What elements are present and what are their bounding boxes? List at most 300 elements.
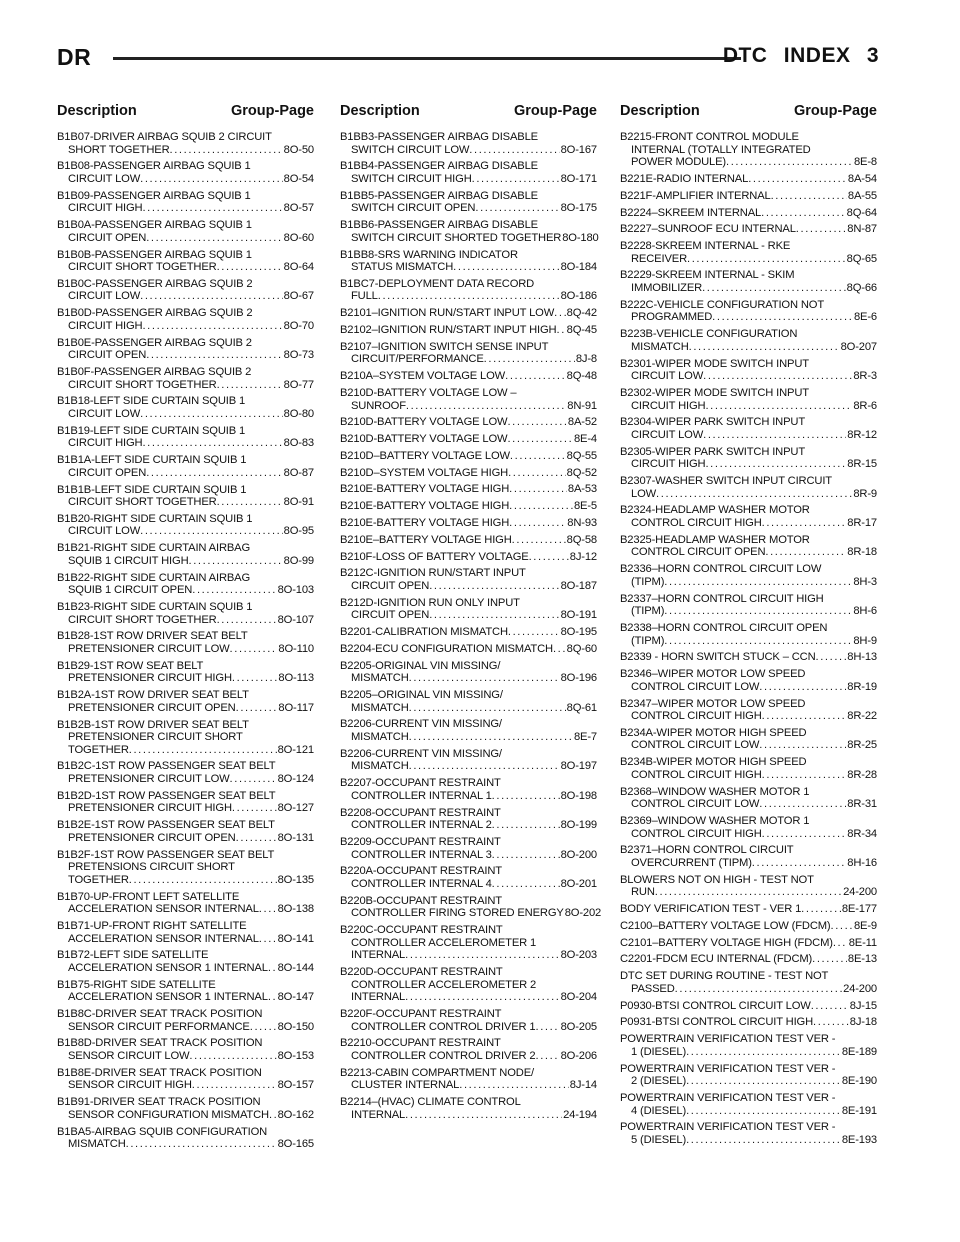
dot-leader	[686, 1105, 841, 1118]
group-page-ref: 8O-67	[283, 290, 314, 303]
index-entry	[57, 425, 314, 450]
dot-leader	[507, 433, 573, 446]
index-entry	[57, 660, 314, 685]
index-entry	[620, 1016, 877, 1029]
group-page-ref: 8O-77	[283, 378, 314, 391]
entry-text: INTERNAL	[351, 949, 406, 962]
index-entry	[340, 433, 597, 446]
column-header	[620, 101, 877, 121]
index-entry	[620, 815, 877, 840]
entry-leader-row	[340, 1050, 597, 1063]
index-entry	[620, 786, 877, 811]
entry-leader-row	[57, 408, 314, 421]
dot-leader	[409, 731, 573, 744]
dot-leader	[378, 290, 560, 303]
index-entry	[620, 727, 877, 752]
entry-text: PASSED	[631, 982, 675, 995]
group-page-heading: Group-Page	[231, 103, 314, 119]
group-page-ref: 8E-9	[853, 919, 877, 932]
index-entry	[620, 190, 877, 203]
index-entry	[620, 173, 877, 186]
entry-text: B2206-CURRENT VIN MISSING/	[340, 718, 502, 731]
group-page-ref: 8Q-48	[566, 370, 597, 383]
group-page-ref: 8O-80	[283, 407, 314, 420]
group-page-ref: 8R-3	[853, 370, 877, 383]
group-page-ref: 8R-34	[847, 827, 877, 840]
entry-leader-row	[57, 525, 314, 538]
group-page-ref: 8A-52	[567, 416, 597, 429]
entry-text: PRETENSIONER CIRCUIT HIGH	[68, 802, 232, 815]
section-code: DR	[57, 44, 92, 70]
index-entry	[620, 970, 877, 995]
dot-leader	[405, 1109, 562, 1122]
group-page-ref: 8O-203	[560, 949, 597, 962]
column-header	[340, 101, 597, 121]
entry-text: 1 (DIESEL)	[631, 1045, 687, 1058]
entry-leader-row	[57, 379, 314, 392]
entry-text: B1BA5-AIRBAG SQUIB CONFIGURATION	[57, 1125, 268, 1138]
entry-text: PRETENSIONER CIRCUIT LOW	[68, 642, 230, 655]
entry-text: BLOWERS NOT ON HIGH - TEST NOT	[620, 873, 814, 886]
entry-text: BODY VERIFICATION TEST - VER 1	[620, 903, 802, 916]
entry-leader-row	[57, 643, 314, 656]
dot-leader	[759, 739, 846, 752]
index-entry	[620, 563, 877, 588]
entry-text: CONTROL CIRCUIT HIGH	[631, 517, 762, 530]
entry-text: B1B8E-DRIVER SEAT TRACK POSITION	[57, 1066, 262, 1079]
group-page-ref: 8O-147	[277, 991, 314, 1004]
index-entry	[620, 504, 877, 529]
dot-leader	[492, 849, 560, 862]
group-page-ref: 8R-25	[847, 739, 877, 752]
group-page-ref: 8O-162	[277, 1108, 314, 1121]
entry-leader-row	[57, 555, 314, 568]
entry-text: SWITCH CIRCUIT SHORTED TOGETHER	[351, 231, 562, 244]
dot-leader	[556, 324, 565, 337]
entry-text: B210D–BATTERY VOLTAGE LOW	[340, 449, 510, 462]
entry-leader-row	[340, 1021, 597, 1034]
index-entry	[620, 668, 877, 693]
entry-text: ACCELERATION SENSOR INTERNAL	[68, 903, 259, 916]
dot-leader	[406, 400, 566, 413]
entry-text: B210D–SYSTEM VOLTAGE HIGH	[340, 466, 509, 479]
entry-leader-row	[620, 903, 877, 916]
group-page-ref: 8A-54	[847, 172, 877, 185]
group-page-ref: 8R-31	[847, 798, 877, 811]
entry-text: B210D-BATTERY VOLTAGE LOW –	[340, 386, 517, 399]
dot-leader	[705, 400, 852, 413]
entry-text: B1B19-LEFT SIDE CURTAIN SQUIB 1	[57, 424, 246, 437]
index-entry	[340, 836, 597, 861]
entry-text: CONTROLLER INTERNAL 2	[351, 819, 492, 832]
entry-leader-row	[620, 207, 877, 220]
entry-text: FULL	[351, 290, 378, 303]
dot-leader	[142, 202, 282, 215]
entry-text: MISMATCH	[351, 760, 409, 773]
index-entry	[340, 467, 597, 480]
index-entry	[340, 865, 597, 890]
dot-leader	[509, 483, 567, 496]
entry-text: CIRCUIT LOW	[68, 172, 141, 185]
index-entry	[57, 760, 314, 785]
index-entry	[620, 1063, 877, 1088]
index-entry	[57, 219, 314, 244]
index-entry	[620, 131, 877, 169]
group-page-ref: 8O-198	[560, 789, 597, 802]
index-entry	[340, 534, 597, 547]
group-page-ref: 8O-99	[283, 554, 314, 567]
entry-leader-row	[620, 1016, 877, 1029]
dot-leader	[762, 710, 847, 723]
group-page-ref: 8E-190	[841, 1075, 877, 1088]
index-entry	[57, 307, 314, 332]
entry-text: B2301-WIPER MODE SWITCH INPUT	[620, 357, 809, 370]
group-page-ref: 8R-17	[847, 517, 877, 530]
entry-text: PRETENSIONER CIRCUIT SHORT	[68, 731, 243, 744]
dot-leader	[232, 672, 278, 685]
group-page-ref: 8Q-52	[566, 466, 597, 479]
entry-text: B1B70-UP-FRONT LEFT SATELLITE	[57, 890, 240, 903]
entry-text: B2339 - HORN SWITCH STUCK – CCN	[620, 651, 816, 664]
entry-leader-row	[620, 517, 877, 530]
entry-leader-row	[57, 173, 314, 186]
dot-leader	[762, 828, 847, 841]
group-page-ref: 8E-13	[847, 953, 877, 966]
dot-leader	[762, 517, 847, 530]
entry-leader-row	[340, 760, 597, 773]
entry-text: B2102–IGNITION RUN/START INPUT HIGH	[340, 324, 557, 337]
group-page-ref: 8O-205	[560, 1020, 597, 1033]
group-page-ref: 8O-199	[560, 819, 597, 832]
dot-leader	[509, 500, 573, 513]
index-entry	[620, 937, 877, 950]
group-page-ref: 8Q-66	[846, 282, 877, 295]
entry-text: B1B23-RIGHT SIDE CURTAIN SQUIB 1	[57, 601, 253, 613]
description-heading: Description	[620, 103, 700, 119]
entry-text: B1B72-LEFT SIDE SATELLITE	[57, 949, 209, 962]
dot-leader	[796, 223, 846, 236]
entry-text: B2208-OCCUPANT RESTRAINT	[340, 806, 501, 819]
dot-leader	[232, 802, 277, 815]
entry-leader-row	[340, 144, 597, 157]
entry-text: (TIPM)	[631, 634, 665, 647]
entry-leader-row	[340, 672, 597, 685]
entry-text: MISMATCH	[631, 340, 689, 353]
group-page-ref: 8H-6	[853, 605, 877, 618]
entry-text: B2101–IGNITION RUN/START INPUT LOW	[340, 307, 555, 320]
entry-leader-row	[620, 1105, 877, 1118]
index-entry	[340, 517, 597, 530]
entry-text: P0931-BTSI CONTROL CIRCUIT HIGH	[620, 1016, 814, 1029]
group-page-ref: 8E-4	[573, 433, 597, 446]
group-page-ref: 8Q-64	[846, 206, 877, 219]
index-entry	[340, 219, 597, 244]
dot-leader	[507, 416, 566, 429]
entry-text: 5 (DIESEL)	[631, 1133, 687, 1146]
index-entry	[57, 484, 314, 509]
entry-text: B2107–IGNITION SWITCH SENSE INPUT	[340, 340, 549, 353]
group-page-ref: 8O-157	[277, 1079, 314, 1092]
group-page-ref: 8O-83	[283, 437, 314, 450]
group-page-ref: 8O-187	[560, 579, 597, 592]
entry-leader-row	[620, 576, 877, 589]
entry-leader-row	[340, 500, 597, 513]
dot-leader	[259, 903, 277, 916]
dot-leader	[492, 819, 560, 832]
entry-leader-row	[340, 731, 597, 744]
description-heading: Description	[340, 103, 420, 119]
group-page-ref: 8O-150	[277, 1020, 314, 1033]
page-header	[57, 44, 879, 74]
dot-leader	[146, 467, 282, 480]
entry-text: B210E–BATTERY VOLTAGE HIGH	[340, 533, 512, 546]
entry-text: CIRCUIT HIGH	[68, 437, 143, 450]
entry-text: LOW	[631, 487, 657, 500]
entry-leader-row	[340, 702, 597, 715]
group-page-ref: 8A-53	[567, 483, 597, 496]
entry-text: CIRCUIT LOW	[68, 525, 141, 538]
index-entry	[340, 307, 597, 320]
entry-text: CONTROL CIRCUIT LOW	[631, 798, 760, 811]
entry-text: CONTROLLER CONTROL DRIVER 2	[351, 1049, 536, 1062]
dot-leader	[664, 576, 852, 589]
entry-text: MISMATCH	[351, 701, 409, 714]
entry-text: B2227–SUNROOF ECU INTERNAL	[620, 223, 796, 236]
entry-text: B1BB5-PASSENGER AIRBAG DISABLE	[340, 189, 538, 202]
entry-leader-row	[620, 429, 877, 442]
entry-leader-row	[57, 467, 314, 480]
group-page-ref: 8E-7	[573, 731, 597, 744]
dot-leader	[703, 370, 852, 383]
group-page-ref: 8N-87	[847, 223, 877, 236]
entry-leader-row	[620, 983, 877, 996]
index-entry	[340, 894, 602, 920]
entry-leader-row	[620, 173, 877, 186]
entry-leader-row	[620, 937, 877, 950]
index-entry	[620, 207, 877, 220]
entry-text: C2101–BATTERY VOLTAGE HIGH (FDCM)	[620, 936, 833, 949]
index-entry	[340, 689, 597, 714]
dot-leader	[409, 702, 566, 715]
index-entry	[340, 500, 597, 513]
entry-leader-row	[340, 878, 597, 891]
dot-leader	[509, 517, 566, 530]
entry-leader-row	[620, 920, 877, 933]
group-page-ref: 8O-107	[277, 613, 314, 626]
group-page-ref: 8O-138	[277, 903, 314, 916]
group-page-ref: 8Q-58	[566, 533, 597, 546]
group-page-ref: 8J-8	[575, 353, 597, 366]
entry-leader-row	[620, 190, 877, 203]
dot-leader	[702, 282, 846, 295]
entry-text: CIRCUIT HIGH	[68, 319, 143, 332]
dot-leader	[656, 488, 852, 501]
entry-leader-row	[57, 261, 314, 274]
entry-text: CIRCUIT OPEN	[351, 579, 430, 592]
index-entry	[57, 572, 314, 597]
group-page-ref: 8O-60	[283, 231, 314, 244]
dot-leader	[675, 983, 842, 996]
entry-text: B1B75-RIGHT SIDE SATELLITE	[57, 978, 216, 991]
index-entry	[340, 416, 597, 429]
entry-text: B1BB6-PASSENGER AIRBAG DISABLE	[340, 219, 538, 232]
entry-leader-row	[340, 433, 597, 446]
entry-text: B1B0E-PASSENGER AIRBAG SQUIB 2	[57, 336, 252, 349]
entry-text: CONTROLLER INTERNAL 4	[351, 877, 492, 890]
index-entry	[620, 1033, 877, 1058]
entry-leader-row	[620, 1046, 877, 1059]
dot-leader	[759, 798, 846, 811]
entry-list	[620, 131, 877, 1147]
entry-text: MISMATCH	[351, 672, 409, 685]
entry-leader-row	[340, 483, 597, 496]
entry-text: SWITCH CIRCUIT HIGH	[351, 172, 472, 185]
entry-leader-row	[57, 903, 314, 916]
group-page-ref: 8O-180	[562, 231, 599, 244]
group-page-ref: 8O-184	[560, 261, 597, 274]
entry-text: (TIPM)	[631, 575, 665, 588]
entry-text: CIRCUIT OPEN	[351, 609, 430, 622]
group-page-ref: 8O-117	[278, 701, 314, 714]
index-entry	[620, 475, 877, 500]
entry-leader-row	[340, 991, 597, 1004]
entry-leader-row	[620, 488, 877, 501]
index-entry	[620, 223, 877, 236]
dot-leader	[475, 202, 559, 215]
dot-leader	[472, 173, 560, 186]
dot-leader	[510, 450, 566, 463]
index-entry	[340, 324, 597, 337]
entry-text: B1B28-1ST ROW DRIVER SEAT BELT	[57, 630, 248, 643]
group-page-ref: 8O-54	[283, 172, 314, 185]
index-entry	[620, 534, 877, 559]
index-entry	[340, 1008, 597, 1033]
entry-text: B2336–HORN CONTROL CIRCUIT LOW	[620, 563, 822, 576]
group-page-ref: 8Q-65	[846, 252, 877, 265]
entry-leader-row	[620, 311, 877, 324]
entry-leader-row	[620, 458, 877, 471]
entry-text: CONTROLLER INTERNAL 3	[351, 848, 492, 861]
index-entry	[340, 1037, 597, 1062]
entry-leader-row	[340, 1109, 597, 1122]
group-page-ref: 8J-18	[849, 1016, 877, 1029]
dot-leader	[230, 643, 278, 656]
group-page-ref: 8O-206	[560, 1049, 597, 1062]
entry-text: CIRCUIT HIGH	[68, 202, 143, 215]
index-entry	[620, 1000, 877, 1013]
entry-leader-row	[57, 1138, 314, 1151]
group-page-ref: 8Q-61	[566, 701, 597, 714]
dot-leader	[217, 614, 277, 627]
dot-leader	[686, 1134, 841, 1147]
entry-leader-row	[340, 790, 597, 803]
group-page-ref: 8E-189	[841, 1045, 877, 1058]
group-page-ref: 8R-6	[853, 399, 877, 412]
index-column-1	[57, 101, 314, 1155]
dot-leader	[469, 144, 559, 157]
entry-leader-row	[620, 253, 877, 266]
group-page-ref: 8E-6	[853, 311, 877, 324]
index-entry	[340, 190, 597, 215]
entry-text: SHORT TOGETHER	[68, 143, 170, 156]
dot-leader	[146, 349, 282, 362]
dot-leader	[687, 253, 846, 266]
index-entry	[57, 1126, 314, 1151]
group-page-ref: 8O-144	[277, 961, 314, 974]
entry-text: B2338–HORN CONTROL CIRCUIT OPEN	[620, 621, 828, 634]
entry-text: MISMATCH	[68, 1138, 126, 1151]
page-title: DTC INDEX 3	[722, 44, 879, 67]
index-entry	[57, 891, 314, 916]
entry-leader-row	[340, 819, 597, 832]
entry-text: B234B-WIPER MOTOR HIGH SPEED	[620, 756, 807, 769]
index-entry	[57, 719, 314, 757]
group-page-ref: 8O-141	[277, 932, 314, 945]
entry-text: B2337–HORN CONTROL CIRCUIT HIGH	[620, 592, 824, 605]
group-page-ref: 8Q-42	[566, 307, 597, 320]
entry-text: B2224–SKREEM INTERNAL	[620, 206, 762, 219]
dot-leader	[269, 1109, 277, 1122]
entry-text: B210E-BATTERY VOLTAGE HIGH	[340, 500, 510, 513]
dot-leader	[170, 144, 283, 157]
entry-text: B1B0A-PASSENGER AIRBAG SQUIB 1	[57, 219, 252, 232]
entry-text: B2347–WIPER MOTOR LOW SPEED	[620, 697, 806, 710]
entry-text: (TIPM)	[631, 605, 665, 618]
index-entry	[340, 278, 597, 303]
index-entry	[340, 567, 597, 592]
entry-leader-row	[620, 370, 877, 383]
entry-text: B2325-HEADLAMP WASHER MOTOR	[620, 533, 810, 546]
index-entry	[57, 1008, 314, 1033]
dot-leader	[833, 937, 848, 950]
entry-text: B1B20-RIGHT SIDE CURTAIN SQUIB 1	[57, 512, 253, 525]
entry-text: B210D-BATTERY VOLTAGE LOW	[340, 416, 508, 429]
index-entry	[57, 920, 314, 945]
group-page-ref: 8E-193	[841, 1133, 877, 1146]
index-entry	[57, 790, 314, 815]
group-page-ref: 8Q-45	[566, 324, 597, 337]
entry-text: SENSOR CIRCUIT PERFORMANCE	[68, 1020, 250, 1033]
index-entry	[620, 1121, 877, 1146]
entry-text: B2368–WINDOW WASHER MOTOR 1	[620, 785, 810, 798]
entry-text: POWERTRAIN VERIFICATION TEST VER -	[620, 1121, 836, 1134]
entry-text: CONTROL CIRCUIT LOW	[631, 680, 760, 693]
entry-leader-row	[340, 626, 597, 639]
entry-leader-row	[340, 643, 597, 656]
index-entry	[620, 240, 877, 265]
entry-text: CIRCUIT SHORT TOGETHER	[68, 261, 217, 274]
entry-text: B2307-WASHER SWITCH INPUT CIRCUIT	[620, 475, 832, 488]
index-entry	[57, 949, 314, 974]
index-entry	[57, 630, 314, 655]
description-heading: Description	[57, 103, 137, 119]
entry-text: B2229-SKREEM INTERNAL - SKIM	[620, 269, 795, 282]
entry-text: B1BC7-DEPLOYMENT DATA RECORD	[340, 277, 535, 290]
entry-leader-row	[57, 962, 314, 975]
entry-text: B2369–WINDOW WASHER MOTOR 1	[620, 815, 810, 827]
dot-leader	[140, 173, 283, 186]
group-page-ref: 8A-55	[847, 189, 877, 202]
group-page-ref: 8R-12	[847, 428, 877, 441]
dot-leader	[429, 609, 559, 622]
entry-text: STATUS MISMATCH	[351, 261, 454, 274]
entry-list	[57, 131, 314, 1151]
group-page-ref: 8O-196	[560, 672, 597, 685]
entry-text: B1B07-DRIVER AIRBAG SQUIB 2 CIRCUIT	[57, 131, 272, 143]
index-entry	[340, 249, 597, 274]
dot-leader	[689, 341, 840, 354]
entry-leader-row	[57, 832, 314, 845]
